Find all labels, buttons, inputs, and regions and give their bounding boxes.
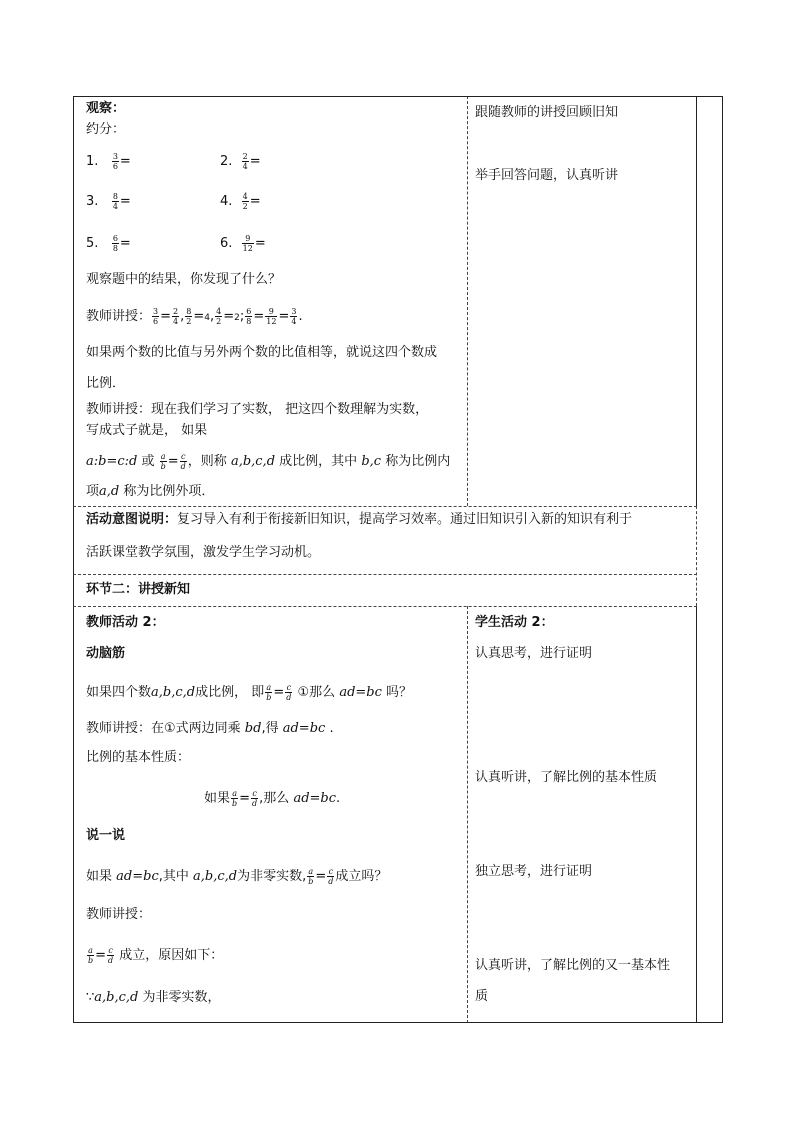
ratio-definition-end: 项a,d 称为比例外项． bbox=[86, 484, 215, 499]
reduce-item-2: 2. $\frac{2}{4}$ = bbox=[220, 152, 261, 171]
student-review-1: 跟随教师的讲授回顾旧知 bbox=[475, 105, 619, 120]
table-bottom bbox=[73, 1022, 723, 1023]
column-divider-2 bbox=[467, 606, 468, 1023]
since-statement: ∵a,b,c,d 为非零实数， bbox=[86, 990, 221, 1005]
intent-line-2: 活跃课堂教学氛围，激发学生学习动机。 bbox=[86, 545, 321, 560]
table-border-left bbox=[73, 96, 74, 1023]
row-divider-3 bbox=[73, 606, 697, 607]
inner-right-line-2 bbox=[696, 606, 697, 1023]
teacher-lecture-2a: 教师讲授：现在我们学习了实数， 把这四个数理解为实数， bbox=[86, 402, 429, 417]
brain-question: 如果四个数a,b,c,d成比例， 即 $\frac{a}{b}$ = $\frac{c}{d}$ ①那么 ad=bc 吗？ bbox=[86, 683, 413, 702]
property-statement: 如果 $\frac{a}{b}$ = $\frac{c}{d}$ ,那么 ad=bc. bbox=[204, 789, 341, 808]
teacher-lecture-1: 教师讲授： $\frac{3}{6}$ = $\frac{2}{4}$ , $\frac{8}{2}$ =4, $\frac{4}{2}$ =2; $\frac{6}{8}$ = $\frac{9}{12}$ = $\frac{3}{4}$ . bbox=[86, 307, 303, 326]
holds-statement: $\frac{a}{b}$ = $\frac{c}{d}$ 成立，原因如下： bbox=[88, 946, 224, 965]
table-top bbox=[73, 96, 723, 97]
teacher-lecture-4: 教师讲授： bbox=[86, 907, 152, 922]
inner-right-line bbox=[696, 96, 697, 506]
reduce-item-6: 6. $\frac{9}{12}$ = bbox=[220, 234, 266, 253]
row-divider-2 bbox=[73, 574, 697, 575]
reduce-item-5: 5. $\frac{6}{8}$ = bbox=[86, 234, 131, 253]
reduce-label: 约分： bbox=[86, 122, 126, 137]
column-divider bbox=[467, 96, 468, 506]
ratio-definition: a:b=c:d 或 $\frac{a}{b}$ = $\frac{c}{d}$ ，则称 a,b,c,d 成比例，其中 b,c 称为比例内 bbox=[86, 452, 451, 471]
say-title: 说一说 bbox=[86, 828, 126, 843]
reduce-item-3: 3. $\frac{8}{4}$ = bbox=[86, 192, 131, 211]
row-divider-1 bbox=[73, 506, 697, 507]
teacher-lecture-3: 教师讲授：在①式两边同乘 bd,得 ad=bc . bbox=[86, 721, 334, 736]
property-title: 比例的基本性质： bbox=[86, 750, 191, 765]
student-activity-2-item-4b: 质 bbox=[475, 989, 489, 1004]
table-border-right bbox=[722, 96, 723, 1023]
reduce-item-4: 4. $\frac{4}{2}$ = bbox=[220, 192, 261, 211]
observe-title: 观察： bbox=[86, 101, 126, 116]
section2-title: 环节二：讲授新知 bbox=[86, 582, 191, 597]
say-question: 如果 ad=bc,其中 a,b,c,d为非零实数, $\frac{a}{b}$ = $\frac{c}{d}$ 成立吗？ bbox=[86, 867, 388, 886]
definition-line-2: 比例． bbox=[86, 376, 126, 391]
teacher-activity-2-header: 教师活动 2： bbox=[86, 615, 165, 630]
brain-exercise-title: 动脑筋 bbox=[86, 646, 126, 661]
definition-line-1: 如果两个数的比值与另外两个数的比值相等，就说这四个数成 bbox=[86, 345, 438, 360]
student-activity-2-item-3: 独立思考，进行证明 bbox=[475, 864, 593, 879]
student-review-2: 举手回答问题，认真听讲 bbox=[475, 168, 619, 183]
student-activity-2-header: 学生活动 2： bbox=[475, 615, 554, 630]
student-activity-2-item-4a: 认真听讲，了解比例的又一基本性 bbox=[475, 958, 671, 973]
student-activity-2-item-2: 认真听讲，了解比例的基本性质 bbox=[475, 770, 658, 785]
right-border-dash bbox=[696, 506, 697, 606]
observe-question: 观察题中的结果，你发现了什么？ bbox=[86, 272, 282, 287]
teacher-lecture-2b: 写成式子就是， 如果 bbox=[86, 423, 208, 438]
student-activity-2-item-1: 认真思考，进行证明 bbox=[475, 646, 593, 661]
intent-line-1: 活动意图说明：复习导入有利于衔接新旧知识，提高学习效率。通过旧知识引入新的知识有利于 bbox=[86, 512, 633, 527]
reduce-item-1: 1. $\frac{3}{6}$ = bbox=[86, 152, 131, 171]
